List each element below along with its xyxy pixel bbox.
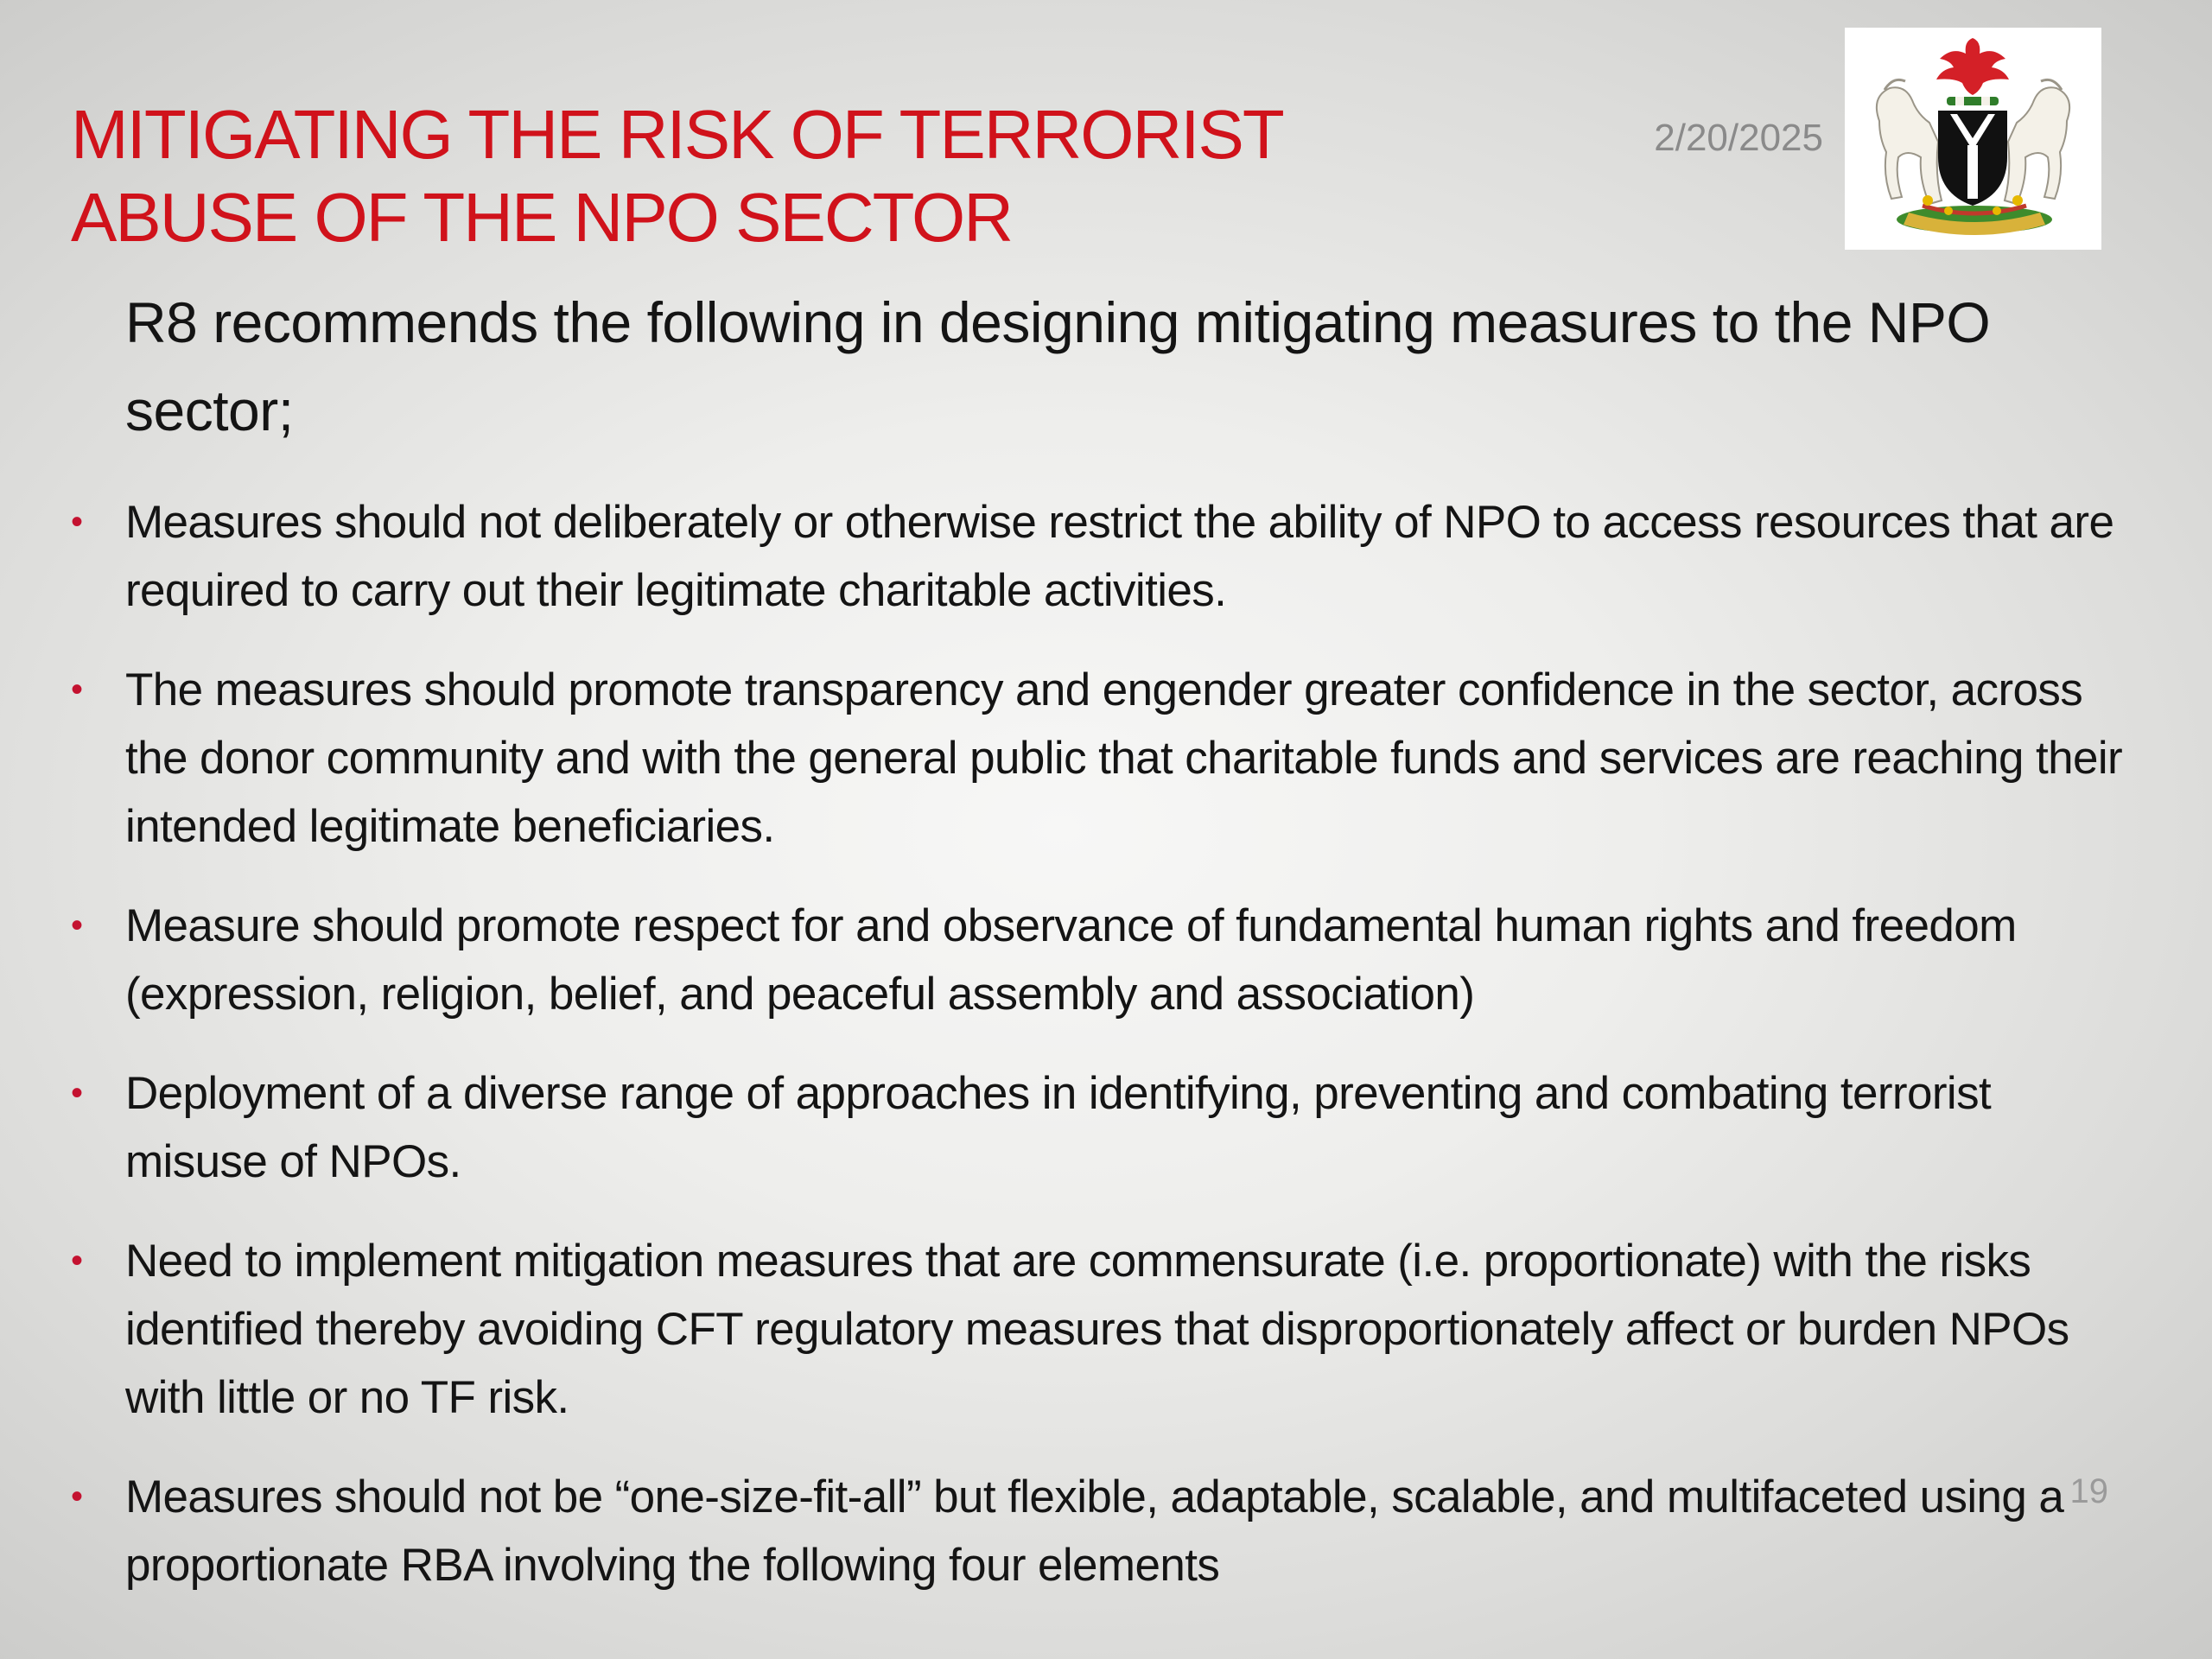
slide-title-line-1: MITIGATING THE RISK OF TERRORIST — [71, 96, 1283, 173]
slide-date: 2/20/2025 — [1654, 117, 1823, 159]
bullet-item — [0, 1227, 2143, 1432]
bullet-text: Measures should not be “one-size-fit-all” but flexible, adaptable, scalable, and multifaceted using a proportionate RBA involving the following four elements — [125, 1471, 2064, 1591]
slide-title-line-2: ABUSE OF THE NPO SECTOR — [71, 179, 1013, 256]
bullet-marker: • — [71, 1074, 83, 1112]
slide-title — [71, 93, 1419, 259]
bullet-item — [0, 488, 2143, 625]
slide-intro: R8 recommends the following in designing mitigating measures to the NPO sector; — [125, 290, 1991, 442]
bullet-text: The measures should promote transparency and engender greater confidence in the sector, across the donor community and with the general public that charitable funds and services are reaching their intended legitimate beneficiaries. — [125, 664, 2123, 852]
bullet-item — [0, 656, 2143, 861]
bullet-item — [0, 1059, 2143, 1196]
bullet-marker: • — [71, 1478, 83, 1516]
bullet-text: Measure should promote respect for and observance of fundamental human rights and freedom (expression, religion, belief, and peaceful assembly and association) — [125, 900, 2017, 1020]
bullet-text: Deployment of a diverse range of approaches in identifying, preventing and combating terrorist misuse of NPOs. — [125, 1068, 1992, 1187]
bullet-marker: • — [71, 1242, 83, 1280]
bullet-marker: • — [71, 671, 83, 709]
bullet-marker: • — [71, 503, 83, 541]
bullet-text: Need to implement mitigation measures that are commensurate (i.e. proportionate) with the risks identified thereby avoiding CFT regulatory measures that disproportionately affect or burden NPOs with little or no TF risk. — [125, 1236, 2069, 1423]
bullet-list — [0, 488, 2143, 1630]
bullet-marker: • — [71, 906, 83, 944]
bullet-text: Measures should not deliberately or otherwise restrict the ability of NPO to access resources that are required to carry out their legitimate charitable activities. — [125, 497, 2114, 616]
page-number: 19 — [2069, 1472, 2108, 1510]
bullet-item — [0, 892, 2143, 1028]
nigeria-coat-of-arms-icon — [1845, 28, 2101, 250]
bullet-item — [0, 1463, 2143, 1599]
